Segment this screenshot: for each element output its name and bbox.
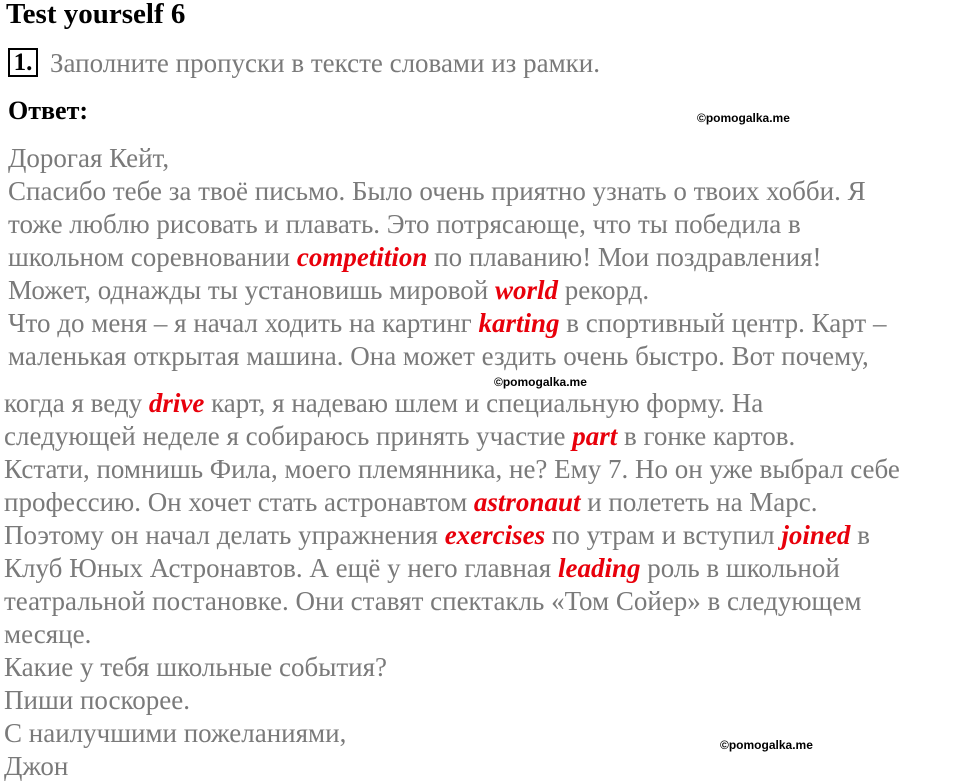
letter-line: [4, 387, 763, 420]
letter-text: и полететь на Марс.: [580, 487, 818, 517]
letter-text: рекорд.: [558, 275, 650, 305]
letter-text: Спасибо тебе за твоё письмо. Было очень приятно узнать о твоих хобби. Я: [8, 176, 866, 206]
letter-text: в: [850, 520, 870, 550]
letter-text: в спортивный центр. Карт –: [559, 308, 887, 338]
letter-line: [4, 420, 795, 453]
answer-word: joined: [781, 520, 851, 550]
answer-word: karting: [478, 308, 560, 338]
letter-line: [4, 453, 900, 486]
page-title: Test yourself 6: [6, 0, 186, 30]
letter-text: следующей неделе я собираюсь принять участие: [4, 421, 573, 451]
letter-text: театральной постановке. Они ставят спектакль «Том Сойер» в следующем: [4, 586, 862, 616]
letter-line: [8, 208, 801, 241]
letter-text: Кстати, помнишь Фила, моего племянника, не? Ему 7. Но он уже выбрал себе: [4, 454, 900, 484]
letter-text: маленькая открытая машина. Она может ездить очень быстро. Вот почему,: [8, 341, 869, 371]
letter-text: Дорогая Кейт,: [8, 143, 170, 173]
letter-text: Что до меня – я начал ходить на картинг: [8, 308, 479, 338]
watermark: ©pomogalka.me: [494, 375, 587, 389]
letter-text: в гонке картов.: [617, 421, 796, 451]
answer-word: drive: [148, 388, 205, 418]
letter-line: [4, 684, 190, 717]
letter-text: по плаванию! Мои поздравления!: [427, 242, 822, 272]
letter-line: [8, 175, 866, 208]
letter-line: [8, 307, 886, 340]
letter-line: [8, 340, 869, 373]
task-number: 1.: [8, 48, 38, 77]
letter-text: карт, я надеваю шлем и специальную форму. На: [204, 388, 764, 418]
answer-word: part: [572, 421, 618, 451]
answer-word: competition: [296, 242, 428, 272]
answer-word: exercises: [444, 520, 546, 550]
letter-text: С наилучшими пожеланиями,: [4, 718, 347, 748]
letter-line: [8, 274, 649, 307]
letter-line: [8, 241, 821, 274]
letter-line: [4, 552, 840, 585]
watermark: ©pomogalka.me: [697, 111, 790, 125]
letter-line: [4, 750, 68, 783]
letter-line: [4, 519, 870, 552]
letter-text: когда я веду: [4, 388, 149, 418]
letter-line: [4, 585, 861, 618]
task-instruction: Заполните пропуски в тексте словами из рамки.: [50, 48, 600, 78]
letter-line: [8, 142, 169, 175]
answer-word: astronaut: [473, 487, 581, 517]
answer-word: leading: [557, 553, 641, 583]
letter-text: школьном соревновании: [8, 242, 297, 272]
letter-text: Клуб Юных Астронавтов. А ещё у него главная: [4, 553, 558, 583]
letter-text: по утрам и вступил: [545, 520, 782, 550]
letter-text: Джон: [4, 751, 69, 781]
letter-text: Поэтому он начал делать упражнения: [4, 520, 445, 550]
letter-line: [4, 651, 387, 684]
letter-line: [4, 717, 346, 750]
letter-line: [4, 486, 818, 519]
letter-text: Может, однажды ты установишь мировой: [8, 275, 495, 305]
letter-text: месяце.: [4, 619, 92, 649]
answer-word: world: [494, 275, 559, 305]
letter-text: Пиши поскорее.: [4, 685, 191, 715]
letter-text: роль в школьной: [640, 553, 840, 583]
letter-text: тоже люблю рисовать и плавать. Это потрясающе, что ты победила в: [8, 209, 801, 239]
answer-label: Ответ:: [8, 96, 89, 125]
letter-text: профессию. Он хочет стать астронавтом: [4, 487, 474, 517]
letter-line: [4, 618, 91, 651]
letter-text: Какие у тебя школьные события?: [4, 652, 388, 682]
watermark: ©pomogalka.me: [720, 738, 813, 752]
